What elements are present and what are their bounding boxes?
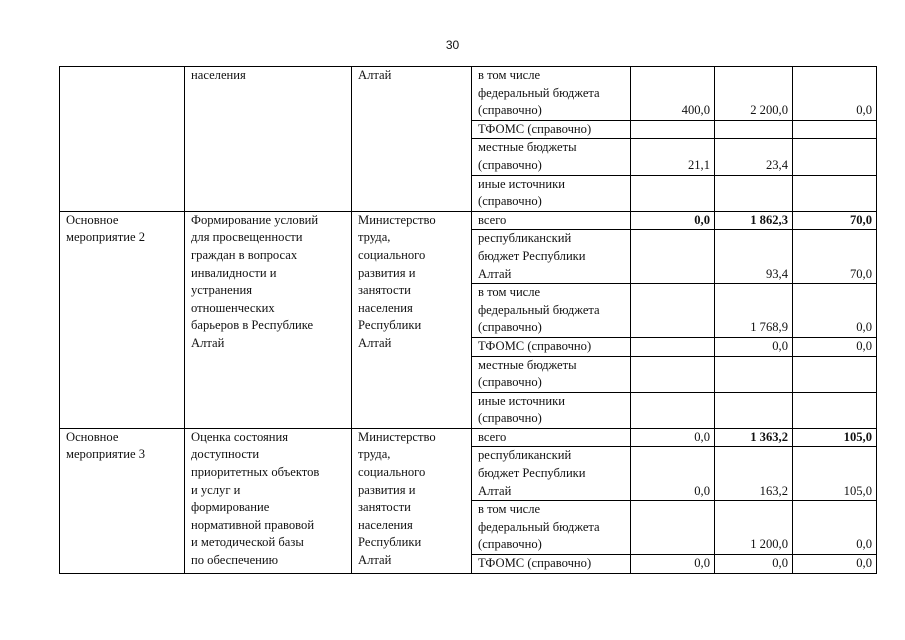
activity-name-cell [185, 67, 352, 212]
activity-code-cell [60, 211, 185, 428]
page-number: 30 [445, 38, 460, 52]
amount-cell-year-2 [715, 120, 793, 139]
amount-cell-year-3: 105,0 [793, 428, 877, 447]
activity-name-cell-line: формирование [191, 500, 270, 515]
executor-cell-line: населения [358, 300, 413, 315]
amount-cell-year-2 [715, 175, 793, 211]
funding-source-cell [472, 139, 631, 175]
funding-source-line: Алтай [478, 266, 512, 281]
amount-cell-year-1 [631, 501, 715, 555]
amount-cell-year-2: 1 768,9 [715, 284, 793, 338]
activity-name-cell-line: для просвещенности [191, 230, 303, 245]
activity-code-cell-line: Основное [66, 212, 119, 227]
activity-name-cell-line: отношенческих [191, 300, 275, 315]
funding-source-line: (справочно) [478, 320, 542, 335]
funding-source-line: бюджет Республики [478, 466, 586, 481]
activity-name-cell-line: населения [191, 68, 246, 82]
funding-source-cell [472, 428, 631, 447]
executor-cell-line: занятости [358, 283, 411, 298]
amount-cell-year-2: 2 200,0 [715, 67, 793, 121]
amount-cell-year-2 [715, 356, 793, 392]
amount-cell-year-3: 105,0 [793, 447, 877, 501]
funding-source-cell [472, 501, 631, 555]
executor-cell-line: развития и [358, 482, 416, 497]
executor-cell-line: Министерство [358, 212, 436, 227]
amount-cell-year-1 [631, 230, 715, 284]
funding-source-line: всего [478, 429, 507, 444]
amount-cell-year-1: 21,1 [631, 139, 715, 175]
amount-cell-year-1 [631, 284, 715, 338]
budget-table [59, 66, 877, 574]
amount-cell-year-3: 0,0 [793, 501, 877, 555]
amount-cell-year-1 [631, 337, 715, 356]
funding-source-line: (справочно) [478, 411, 542, 426]
amount-cell-year-1: 0,0 [631, 555, 715, 574]
funding-source-line: в том числе [478, 68, 541, 82]
amount-cell-year-2: 1 862,3 [715, 211, 793, 230]
table-row [60, 67, 877, 121]
executor-cell-line: развития и [358, 265, 416, 280]
amount-cell-year-3: 0,0 [793, 284, 877, 338]
funding-source-line: ТФОМС (справочно) [478, 556, 592, 571]
funding-source-line: федеральный бюджета [478, 85, 600, 100]
funding-source-line: (справочно) [478, 103, 542, 118]
executor-cell-line: занятости [358, 500, 411, 515]
activity-code-cell [60, 428, 185, 573]
funding-source-cell [472, 211, 631, 230]
activity-name-cell-line: и услуг и [191, 482, 241, 497]
funding-source-cell [472, 392, 631, 428]
amount-cell-year-1 [631, 392, 715, 428]
amount-cell-year-3 [793, 392, 877, 428]
activity-name-cell-line: и методической базы [191, 535, 304, 550]
funding-source-line: Алтай [478, 483, 512, 498]
activity-name-cell-line: Алтай [191, 335, 225, 350]
amount-cell-year-2: 0,0 [715, 337, 793, 356]
executor-cell-line: социального [358, 465, 426, 480]
funding-source-cell [472, 337, 631, 356]
activity-name-cell-line: граждан в вопросах [191, 247, 298, 262]
funding-source-line: местные бюджеты [478, 140, 577, 155]
executor-cell-line: Алтай [358, 335, 392, 350]
funding-source-line: бюджет Республики [478, 248, 586, 263]
funding-source-line: (справочно) [478, 157, 542, 172]
amount-cell-year-3: 0,0 [793, 555, 877, 574]
activity-name-cell-line: Формирование условий [191, 212, 319, 227]
funding-source-line: иные источники [478, 393, 565, 408]
amount-cell-year-2: 93,4 [715, 230, 793, 284]
executor-cell [352, 211, 472, 428]
amount-cell-year-2: 0,0 [715, 555, 793, 574]
amount-cell-year-3: 70,0 [793, 230, 877, 284]
activity-code-cell-line: мероприятие 3 [66, 447, 145, 462]
activity-name-cell-line: устранения [191, 283, 253, 298]
executor-cell [352, 428, 472, 573]
executor-cell-line: Министерство [358, 429, 436, 444]
amount-cell-year-1 [631, 356, 715, 392]
funding-source-line: (справочно) [478, 194, 542, 209]
funding-source-cell [472, 67, 631, 121]
funding-source-line: ТФОМС (справочно) [478, 338, 592, 353]
funding-source-line: в том числе [478, 502, 541, 517]
amount-cell-year-3 [793, 120, 877, 139]
funding-source-line: местные бюджеты [478, 357, 577, 372]
executor-cell-line: Республики [358, 318, 422, 333]
funding-source-cell [472, 447, 631, 501]
amount-cell-year-1 [631, 175, 715, 211]
executor-cell-line: Алтай [358, 553, 392, 568]
activity-code-cell-line: Основное [66, 429, 119, 444]
funding-source-line: (справочно) [478, 537, 542, 552]
funding-source-line: иные источники [478, 176, 565, 191]
table-row [60, 428, 877, 447]
amount-cell-year-3: 0,0 [793, 337, 877, 356]
amount-cell-year-3: 70,0 [793, 211, 877, 230]
funding-source-line: республиканский [478, 448, 572, 463]
funding-source-cell [472, 120, 631, 139]
funding-source-line: всего [478, 212, 507, 227]
activity-name-cell-line: по обеспечению [191, 553, 279, 568]
executor-cell-line: труда, [358, 230, 391, 245]
activity-name-cell-line: приоритетных объектов [191, 465, 320, 480]
funding-source-line: ТФОМС (справочно) [478, 121, 592, 136]
amount-cell-year-2: 1 200,0 [715, 501, 793, 555]
executor-cell-line: Алтай [358, 68, 392, 82]
amount-cell-year-1: 400,0 [631, 67, 715, 121]
activity-name-cell-line: нормативной правовой [191, 517, 315, 532]
funding-source-cell [472, 175, 631, 211]
amount-cell-year-2: 1 363,2 [715, 428, 793, 447]
amount-cell-year-3 [793, 139, 877, 175]
funding-source-cell [472, 356, 631, 392]
activity-name-cell-line: доступности [191, 447, 260, 462]
funding-source-cell [472, 284, 631, 338]
activity-name-cell-line: инвалидности и [191, 265, 277, 280]
executor-cell-line: социального [358, 247, 426, 262]
amount-cell-year-1: 0,0 [631, 428, 715, 447]
activity-name-cell-line: барьеров в Республике [191, 318, 314, 333]
amount-cell-year-1: 0,0 [631, 447, 715, 501]
executor-cell-line: Республики [358, 535, 422, 550]
activity-code-cell [60, 67, 185, 212]
table-row [60, 211, 877, 230]
funding-source-cell [472, 230, 631, 284]
amount-cell-year-3: 0,0 [793, 67, 877, 121]
executor-cell [352, 67, 472, 212]
funding-source-line: (справочно) [478, 375, 542, 390]
executor-cell-line: населения [358, 517, 413, 532]
funding-source-cell [472, 555, 631, 574]
activity-name-cell [185, 211, 352, 428]
amount-cell-year-3 [793, 356, 877, 392]
amount-cell-year-2: 163,2 [715, 447, 793, 501]
executor-cell-line: труда, [358, 447, 391, 462]
amount-cell-year-1 [631, 120, 715, 139]
activity-name-cell-line: Оценка состояния [191, 429, 289, 444]
funding-source-line: в том числе [478, 285, 541, 300]
funding-source-line: федеральный бюджета [478, 302, 600, 317]
amount-cell-year-1: 0,0 [631, 211, 715, 230]
amount-cell-year-3 [793, 175, 877, 211]
amount-cell-year-2: 23,4 [715, 139, 793, 175]
activity-name-cell [185, 428, 352, 573]
funding-source-line: федеральный бюджета [478, 519, 600, 534]
amount-cell-year-2 [715, 392, 793, 428]
activity-code-cell-line: мероприятие 2 [66, 230, 145, 245]
funding-source-line: республиканский [478, 231, 572, 246]
